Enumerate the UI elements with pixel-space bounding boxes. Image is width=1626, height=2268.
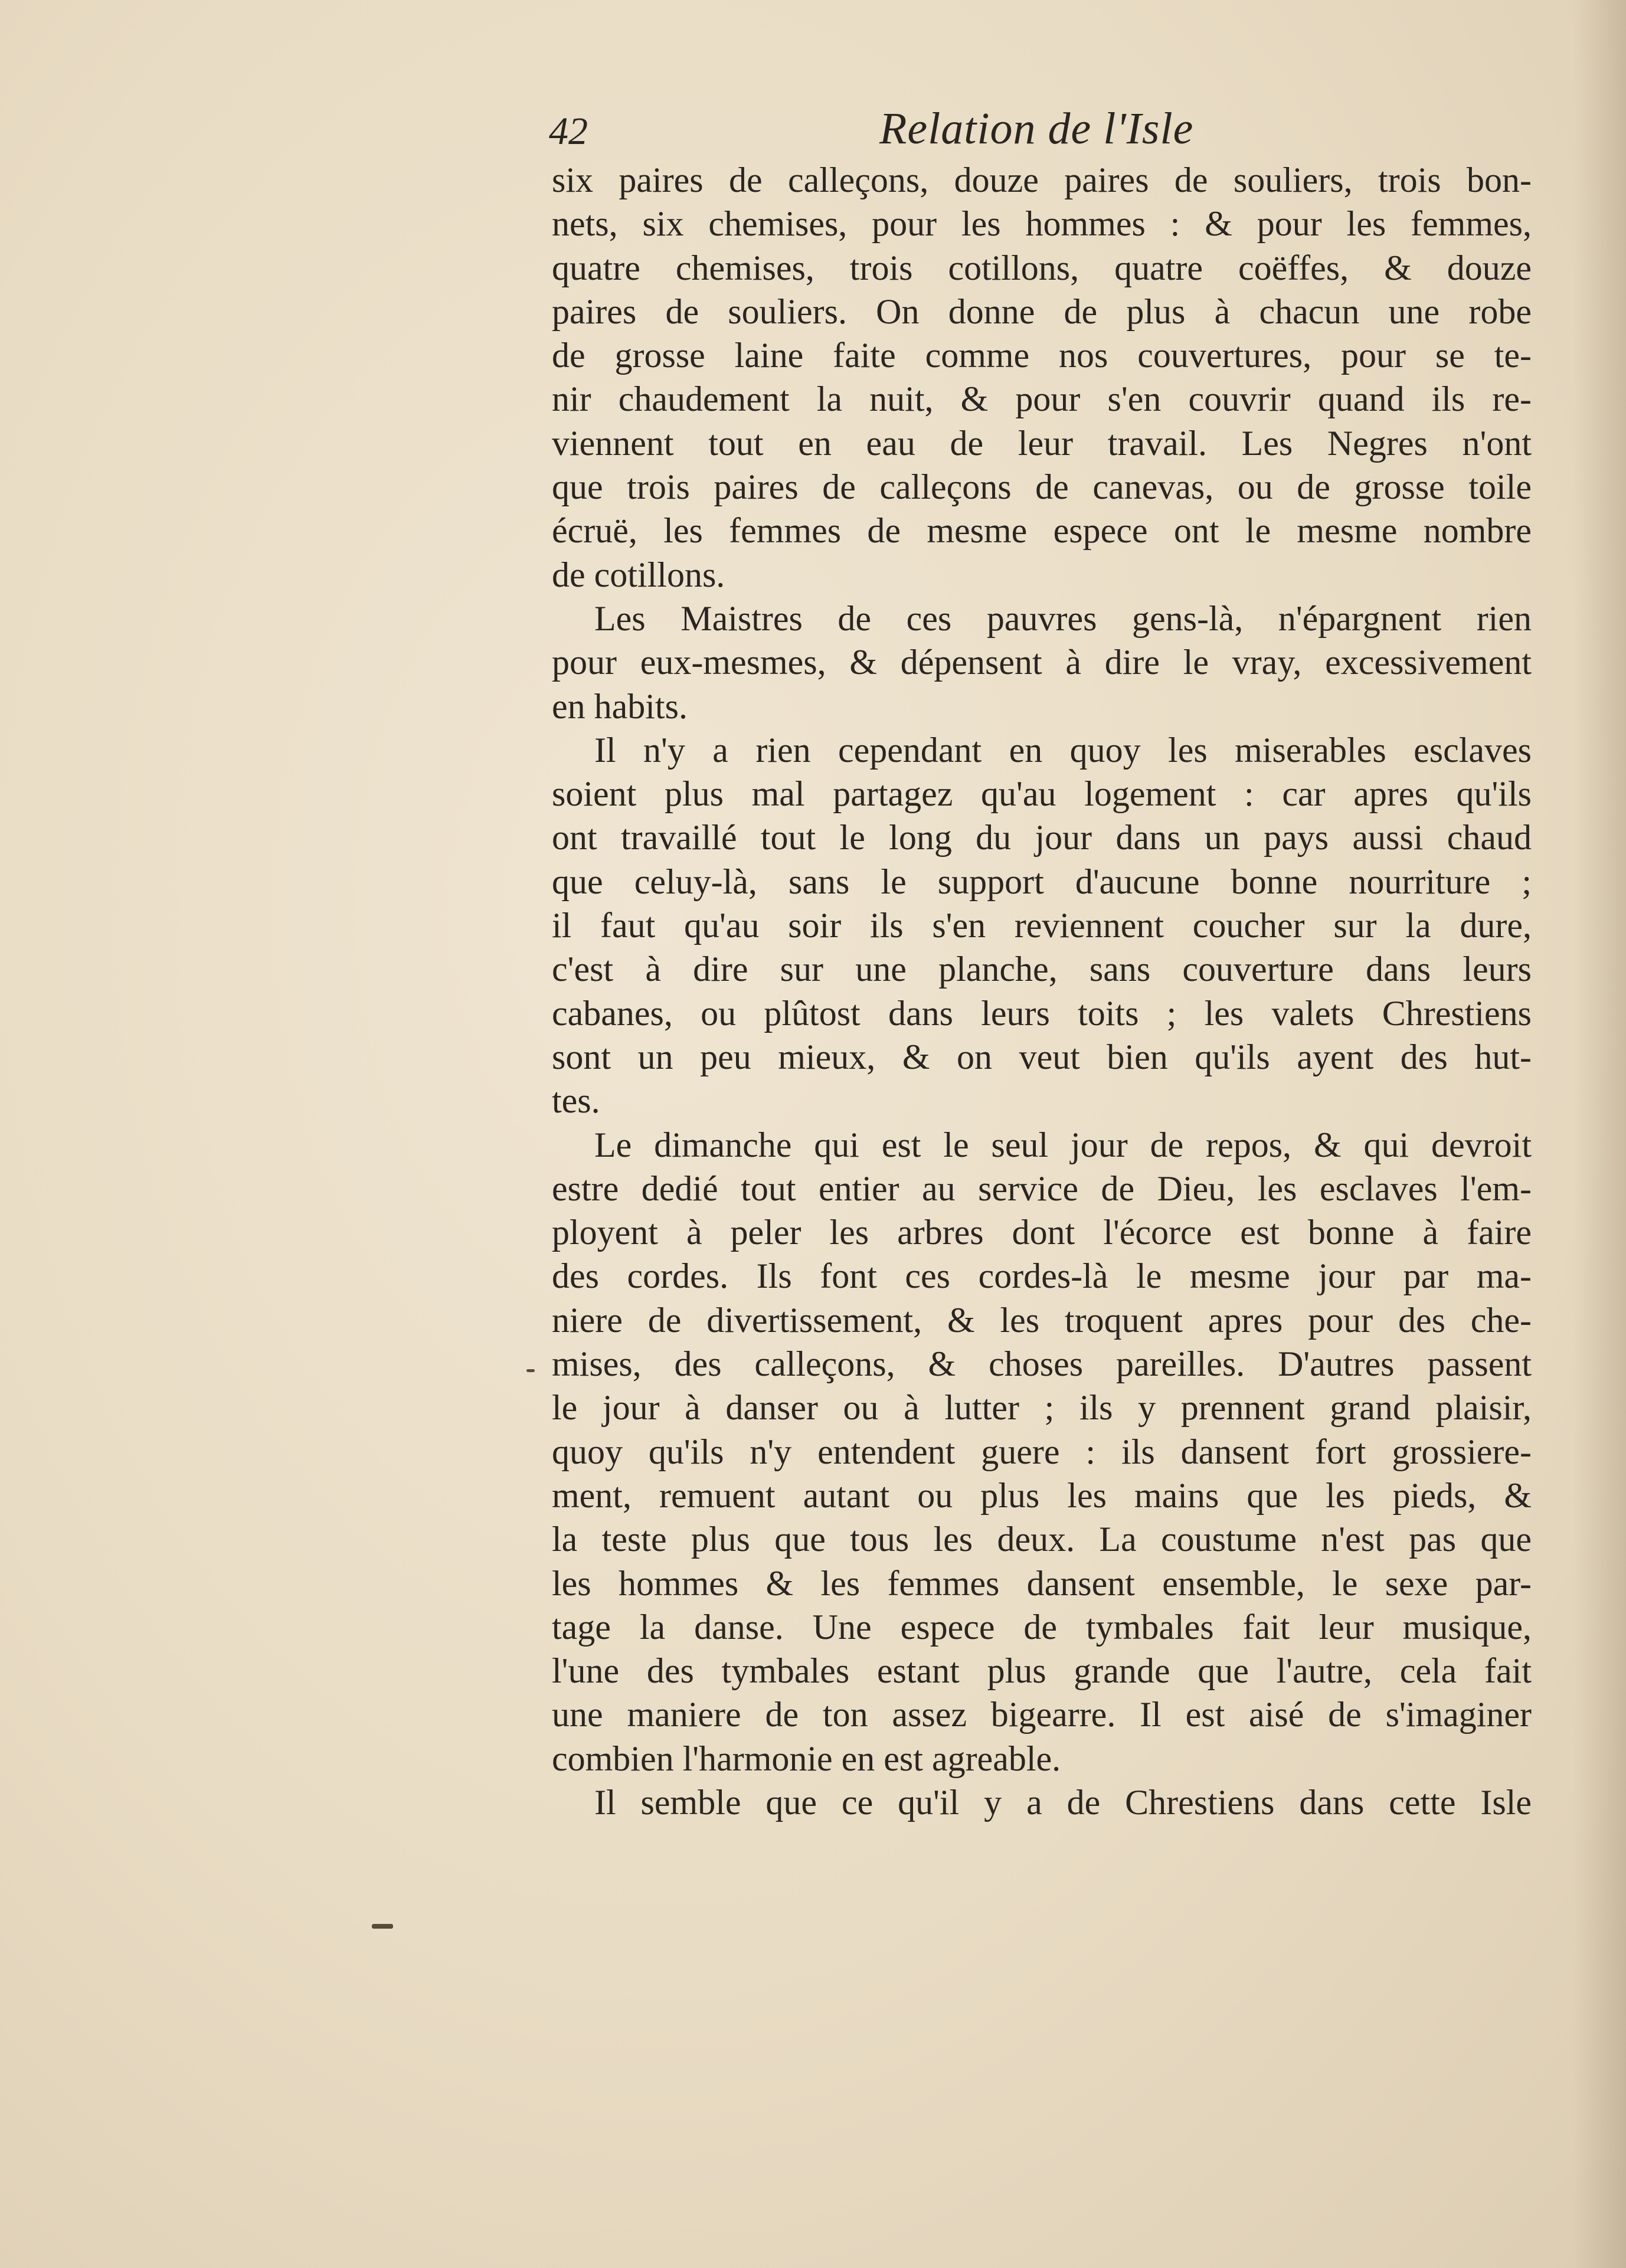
text-line: Les Maistres de ces pauvres gens-là, n'épargnent rien [594,598,1532,638]
text-line: que trois paires de calleçons de canevas, ou de grosse toile [552,467,1532,507]
text-line: Il n'y a rien cependant en quoy les miserables esclaves [594,730,1532,770]
text-line: l'une des tymbales estant plus grande que l'autre, cela fait [552,1651,1532,1691]
text-line: viennent tout en eau de leur travail. Les Negres n'ont [552,423,1532,463]
page-number: 42 [549,110,588,153]
text-line: nir chaudement la nuit, & pour s'en couvrir quand ils re- [552,379,1532,419]
text-line: le jour à danser ou à lutter ; ils y prennent grand plaisir, [552,1388,1532,1428]
text-line: la teste plus que tous les deux. La coustume n'est pas que [552,1520,1532,1559]
paper-speck [372,1924,393,1929]
text-line: Le dimanche qui est le seul jour de repos, & qui devroit [594,1125,1532,1164]
text-line: combien l'harmonie en est agreable. [552,1739,1061,1778]
text-line: il faut qu'au soir ils s'en reviennent coucher sur la dure, [552,906,1532,945]
text-line: tes. [552,1081,600,1121]
text-line: quoy qu'ils n'y entendent guere : ils dansent fort grossiere- [552,1432,1532,1471]
text-line: cabanes, ou plûtost dans leurs toits ; les valets Chrestiens [552,993,1532,1033]
text-line: que celuy-là, sans le support d'aucune bonne nourriture ; [552,862,1532,901]
gutter-shadow [1573,0,1626,2268]
text-line: Il semble que ce qu'il y a de Chrestiens dans cette Isle [594,1782,1532,1822]
text-line: une maniere de ton assez bigearre. Il est aisé de s'imaginer [552,1695,1532,1734]
text-line: quatre chemises, trois cotillons, quatre coëffes, & douze [552,248,1532,287]
text-line: estre dedié tout entier au service de Dieu, les esclaves l'em- [552,1169,1532,1208]
text-line: ment, remuent autant ou plus les mains que les pieds, & [552,1475,1532,1515]
text-line: en habits. [552,686,688,726]
text-line: pour eux-mesmes, & dépensent à dire le vray, excessivement [552,643,1532,682]
text-line: des cordes. Ils font ces cordes-là le mesme jour par ma- [552,1256,1532,1296]
text-line: mises, des calleçons, & choses pareilles. D'autres passent [552,1344,1532,1384]
text-line: de cotillons. [552,555,725,594]
text-line: niere de divertissement, & les troquent apres pour des che- [552,1300,1532,1340]
text-line: les hommes & les femmes dansent ensemble, le sexe par- [552,1563,1532,1603]
text-line: écruë, les femmes de mesme espece ont le mesme nombre [552,511,1532,551]
text-line: six paires de calleçons, douze paires de souliers, trois bon- [552,161,1532,199]
text-line: nets, six chemises, pour les hommes : & pour les femmes, [552,204,1532,244]
running-title: Relation de l'Isle [879,104,1194,153]
text-line: soient plus mal partagez qu'au logement : car apres qu'ils [552,774,1532,814]
text-line: ployent à peler les arbres dont l'écorce est bonne à faire [552,1213,1532,1252]
text-line: de grosse laine faite comme nos couvertures, pour se te- [552,336,1532,375]
text-line: ont travaillé tout le long du jour dans un pays aussi chaud [552,818,1532,858]
body-text [552,158,1532,1824]
text-line: paires de souliers. On donne de plus à chacun une robe [552,292,1532,331]
text-line: c'est à dire sur une planche, sans couverture dans leurs [552,950,1532,989]
text-line: sont un peu mieux, & on veut bien qu'ils ayent des hut- [552,1037,1532,1076]
paper-speck [526,1369,535,1372]
text-line: tage la danse. Une espece de tymbales fait leur musique, [552,1607,1532,1647]
